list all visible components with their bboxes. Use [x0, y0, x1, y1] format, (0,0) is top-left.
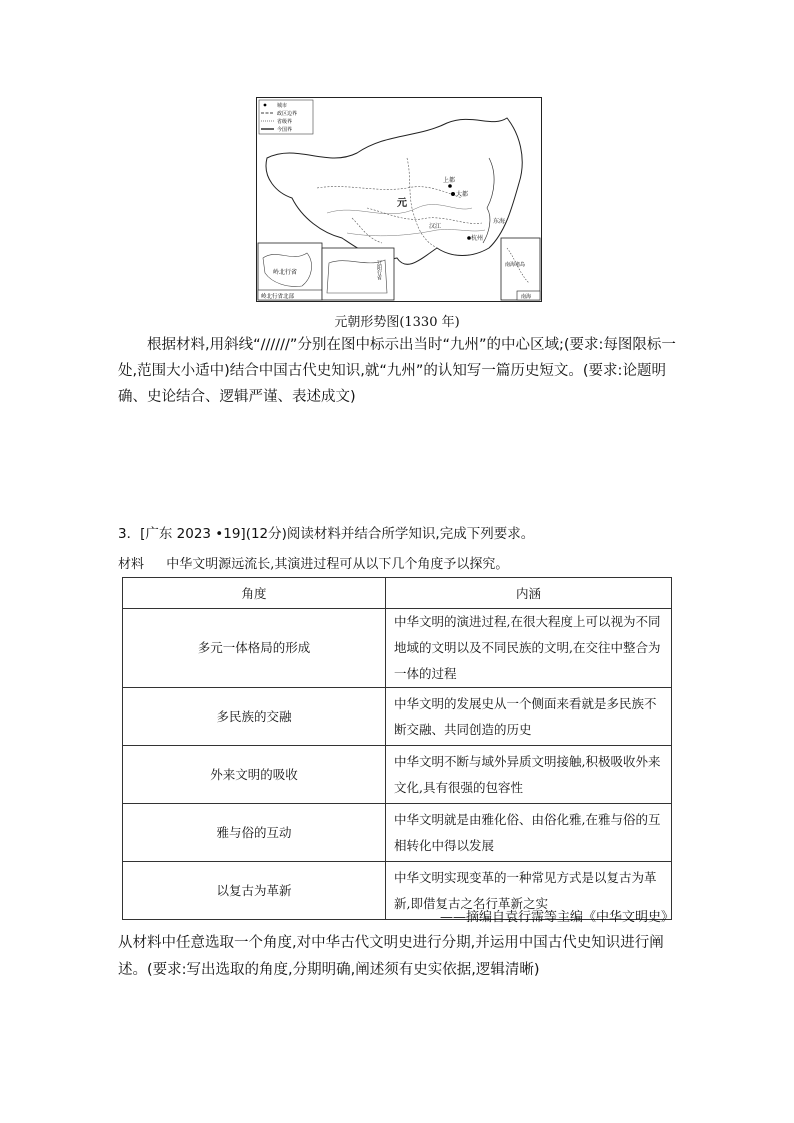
angle-cell: 以复古为革新: [123, 862, 386, 920]
inset-title: 岭北行省: [273, 269, 298, 276]
angle-cell: 雅与俗的互动: [123, 804, 386, 862]
city-marker: [448, 184, 452, 188]
capital-marker: [451, 192, 455, 196]
table-header: 角度: [123, 578, 386, 609]
meaning-cell: 中华文明的演进过程,在很大程度上可以视为不同地域的文明以及不同民族的文明,在交往中整合为一体的过程: [386, 609, 672, 688]
table-header-row: [123, 578, 672, 609]
table-header: 内涵: [386, 578, 672, 609]
inset-liaoyang: [322, 248, 394, 300]
place-label: 汉江: [429, 223, 442, 230]
meaning-cell: 中华文明的发展史从一个侧面来看就是多民族不断交融、共同创造的历史: [386, 688, 672, 746]
meaning-cell: 中华文明不断与域外异质文明接触,积极吸收外来文化,具有很强的包容性: [386, 746, 672, 804]
angle-cell: 多民族的交融: [123, 688, 386, 746]
yuan-dynasty-map: [256, 97, 542, 302]
dynasty-label: 元: [397, 198, 407, 209]
table-row: [123, 609, 672, 688]
material-text: 中华文明源远流长,其演进过程可从以下几个角度予以探究。: [166, 557, 509, 572]
map-legend: [259, 100, 313, 134]
city-legend-icon: [264, 104, 267, 107]
place-label: 东海: [493, 218, 506, 225]
angle-cell: 多元一体格局的形成: [123, 609, 386, 688]
meaning-cell: 中华文明就是由雅化俗、由俗化雅,在雅与俗的互相转化中得以发展: [386, 804, 672, 862]
angle-cell: 外来文明的吸收: [123, 746, 386, 804]
place-label: 杭州: [471, 235, 484, 242]
map-caption: 元朝形势图(1330 年): [334, 315, 460, 330]
table-row: [123, 804, 672, 862]
legend-item: 省级界: [277, 119, 293, 125]
legend-item: 今国界: [277, 127, 293, 133]
inset-label: 南海: [521, 294, 532, 300]
place-label: 大都: [456, 191, 469, 198]
legend-item: 政区边界: [277, 111, 298, 117]
question-3-requirement: 从材料中任意选取一个角度,对中华古代文明史进行分期,并运用中国古代史知识进行阐述。(要求:写出选取的角度,分期明确,阐述须有史实依据,逻辑清晰): [118, 935, 664, 978]
place-label: 上都: [443, 177, 456, 184]
question-3-header: 3．[广东 2023 •19](12分)阅读材料并结合所学知识,完成下列要求。: [118, 526, 535, 542]
territory-outline: [266, 118, 522, 264]
meaning-cell: 中华文明实现变革的一种常见方式是以复古为革新,即借复古之名行革新之实: [386, 862, 672, 920]
inset-south-sea: [501, 238, 540, 300]
material-line: [118, 553, 508, 572]
table-row: [123, 688, 672, 746]
civilization-table: [122, 577, 672, 920]
inset-lingbei: [258, 243, 322, 300]
inset-title: 南海诸岛: [505, 262, 526, 268]
material-label: 材料: [118, 557, 145, 572]
material-source: ——摘编自袁行霈等主编《中华文明史》: [439, 910, 674, 925]
legend-item: 城市: [277, 103, 288, 109]
map-drawing: [257, 98, 541, 301]
table-row: [123, 746, 672, 804]
inset-footer: 岭北行省北部: [261, 294, 295, 300]
inset-title: 辽阳行省: [376, 260, 382, 280]
question-2-text: 根据材料,用斜线“//////”分别在图中标示出当时“九州”的中心区域;(要求:每图限标一处,范围大小适中)结合中国古代史知识,就“九州”的认知写一篇历史短文。(要求:论题明确、史论结合、逻辑严谨、表述成文): [118, 337, 676, 405]
